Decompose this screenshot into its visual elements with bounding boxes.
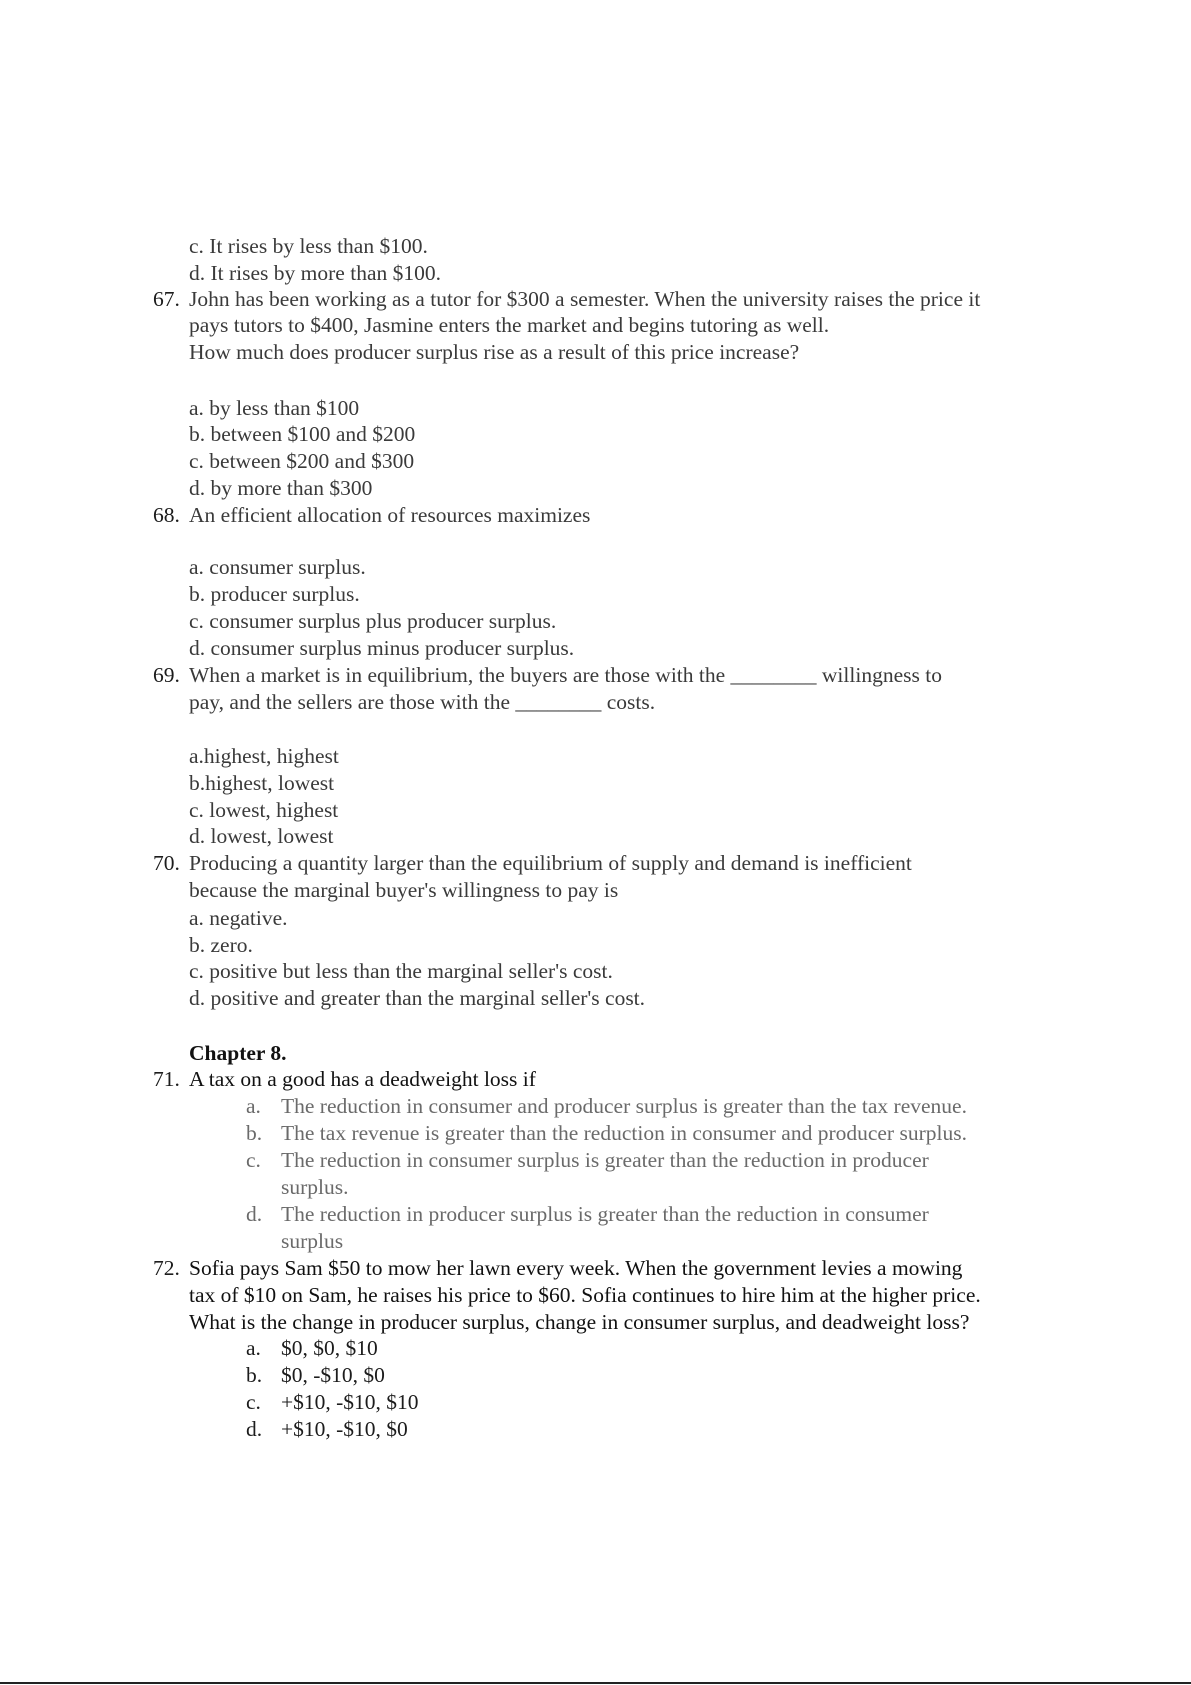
question-69-option-b: b.highest, lowest — [189, 771, 335, 795]
question-68-option-a: a. consumer surplus. — [189, 555, 366, 579]
question-71-option-c-letter: c. — [246, 1148, 261, 1172]
question-71-number: 71. — [153, 1067, 180, 1091]
question-71-option-b-text: The tax revenue is greater than the reduction in consumer and producer surplus. — [281, 1121, 967, 1145]
question-72-text: Sofia pays Sam $50 to mow her lawn every week. When the government levies a mowing — [189, 1256, 963, 1280]
question-67-text: pays tutors to $400, Jasmine enters the market and begins tutoring as well. — [189, 313, 830, 337]
question-67-option-d: d. by more than $300 — [189, 476, 373, 500]
question-72-text: tax of $10 on Sam, he raises his price to $60. Sofia continues to hire him at the higher price. — [189, 1283, 981, 1307]
question-69-option-c: c. lowest, highest — [189, 798, 339, 822]
prev-option-d: d. It rises by more than $100. — [189, 261, 441, 285]
question-72-option-b-text: $0, -$10, $0 — [281, 1363, 385, 1387]
question-70-option-a: a. negative. — [189, 906, 288, 930]
question-71-option-a-letter: a. — [246, 1094, 261, 1118]
question-71-option-d-text: The reduction in producer surplus is greater than the reduction in consumer — [281, 1202, 929, 1226]
question-71-option-a-text: The reduction in consumer and producer surplus is greater than the tax revenue. — [281, 1094, 967, 1118]
question-69-text: pay, and the sellers are those with the ________ costs. — [189, 690, 656, 714]
question-72-option-d-text: +$10, -$10, $0 — [281, 1417, 408, 1441]
question-72-option-c-letter: c. — [246, 1390, 261, 1414]
question-71-text: A tax on a good has a deadweight loss if — [189, 1067, 536, 1091]
question-72-option-d-letter: d. — [246, 1417, 263, 1441]
question-72-option-c-text: +$10, -$10, $10 — [281, 1390, 419, 1414]
question-72-option-b-letter: b. — [246, 1363, 263, 1387]
question-68-option-c: c. consumer surplus plus producer surplus. — [189, 609, 557, 633]
question-67-option-c: c. between $200 and $300 — [189, 449, 415, 473]
question-70-option-c: c. positive but less than the marginal seller's cost. — [189, 959, 613, 983]
question-67-option-a: a. by less than $100 — [189, 396, 360, 420]
question-72-number: 72. — [153, 1256, 180, 1280]
question-69-option-d: d. lowest, lowest — [189, 824, 334, 848]
question-70-number: 70. — [153, 851, 180, 875]
question-71-option-c-text: The reduction in consumer surplus is greater than the reduction in producer — [281, 1148, 929, 1172]
page-bottom-rule — [0, 1682, 1191, 1684]
question-69-text: When a market is in equilibrium, the buyers are those with the ________ willingness to — [189, 663, 942, 687]
question-68-option-d: d. consumer surplus minus producer surplus. — [189, 636, 575, 660]
chapter-heading: Chapter 8. — [189, 1041, 287, 1065]
question-69-number: 69. — [153, 663, 180, 687]
question-72-option-a-letter: a. — [246, 1336, 261, 1360]
question-71-option-b-letter: b. — [246, 1121, 263, 1145]
question-67-number: 67. — [153, 287, 180, 311]
question-68-text: An efficient allocation of resources maximizes — [189, 503, 591, 527]
question-72-option-a-text: $0, $0, $10 — [281, 1336, 378, 1360]
question-71-option-c-text: surplus. — [281, 1175, 349, 1199]
question-71-option-d-letter: d. — [246, 1202, 263, 1226]
question-67-option-b: b. between $100 and $200 — [189, 422, 416, 446]
question-67-text: How much does producer surplus rise as a result of this price increase? — [189, 340, 800, 364]
question-67-text: John has been working as a tutor for $300 a semester. When the university raises the price it — [189, 287, 981, 311]
question-70-option-b: b. zero. — [189, 933, 253, 957]
question-72-text: What is the change in producer surplus, change in consumer surplus, and deadweight loss? — [189, 1310, 970, 1334]
question-70-option-d: d. positive and greater than the marginal seller's cost. — [189, 986, 646, 1010]
question-68-number: 68. — [153, 503, 180, 527]
prev-option-c: c. It rises by less than $100. — [189, 234, 428, 258]
question-68-option-b: b. producer surplus. — [189, 582, 360, 606]
question-70-text: Producing a quantity larger than the equilibrium of supply and demand is inefficient — [189, 851, 912, 875]
question-69-option-a: a.highest, highest — [189, 744, 339, 768]
question-70-text: because the marginal buyer's willingness to pay is — [189, 878, 619, 902]
question-71-option-d-text: surplus — [281, 1229, 344, 1253]
